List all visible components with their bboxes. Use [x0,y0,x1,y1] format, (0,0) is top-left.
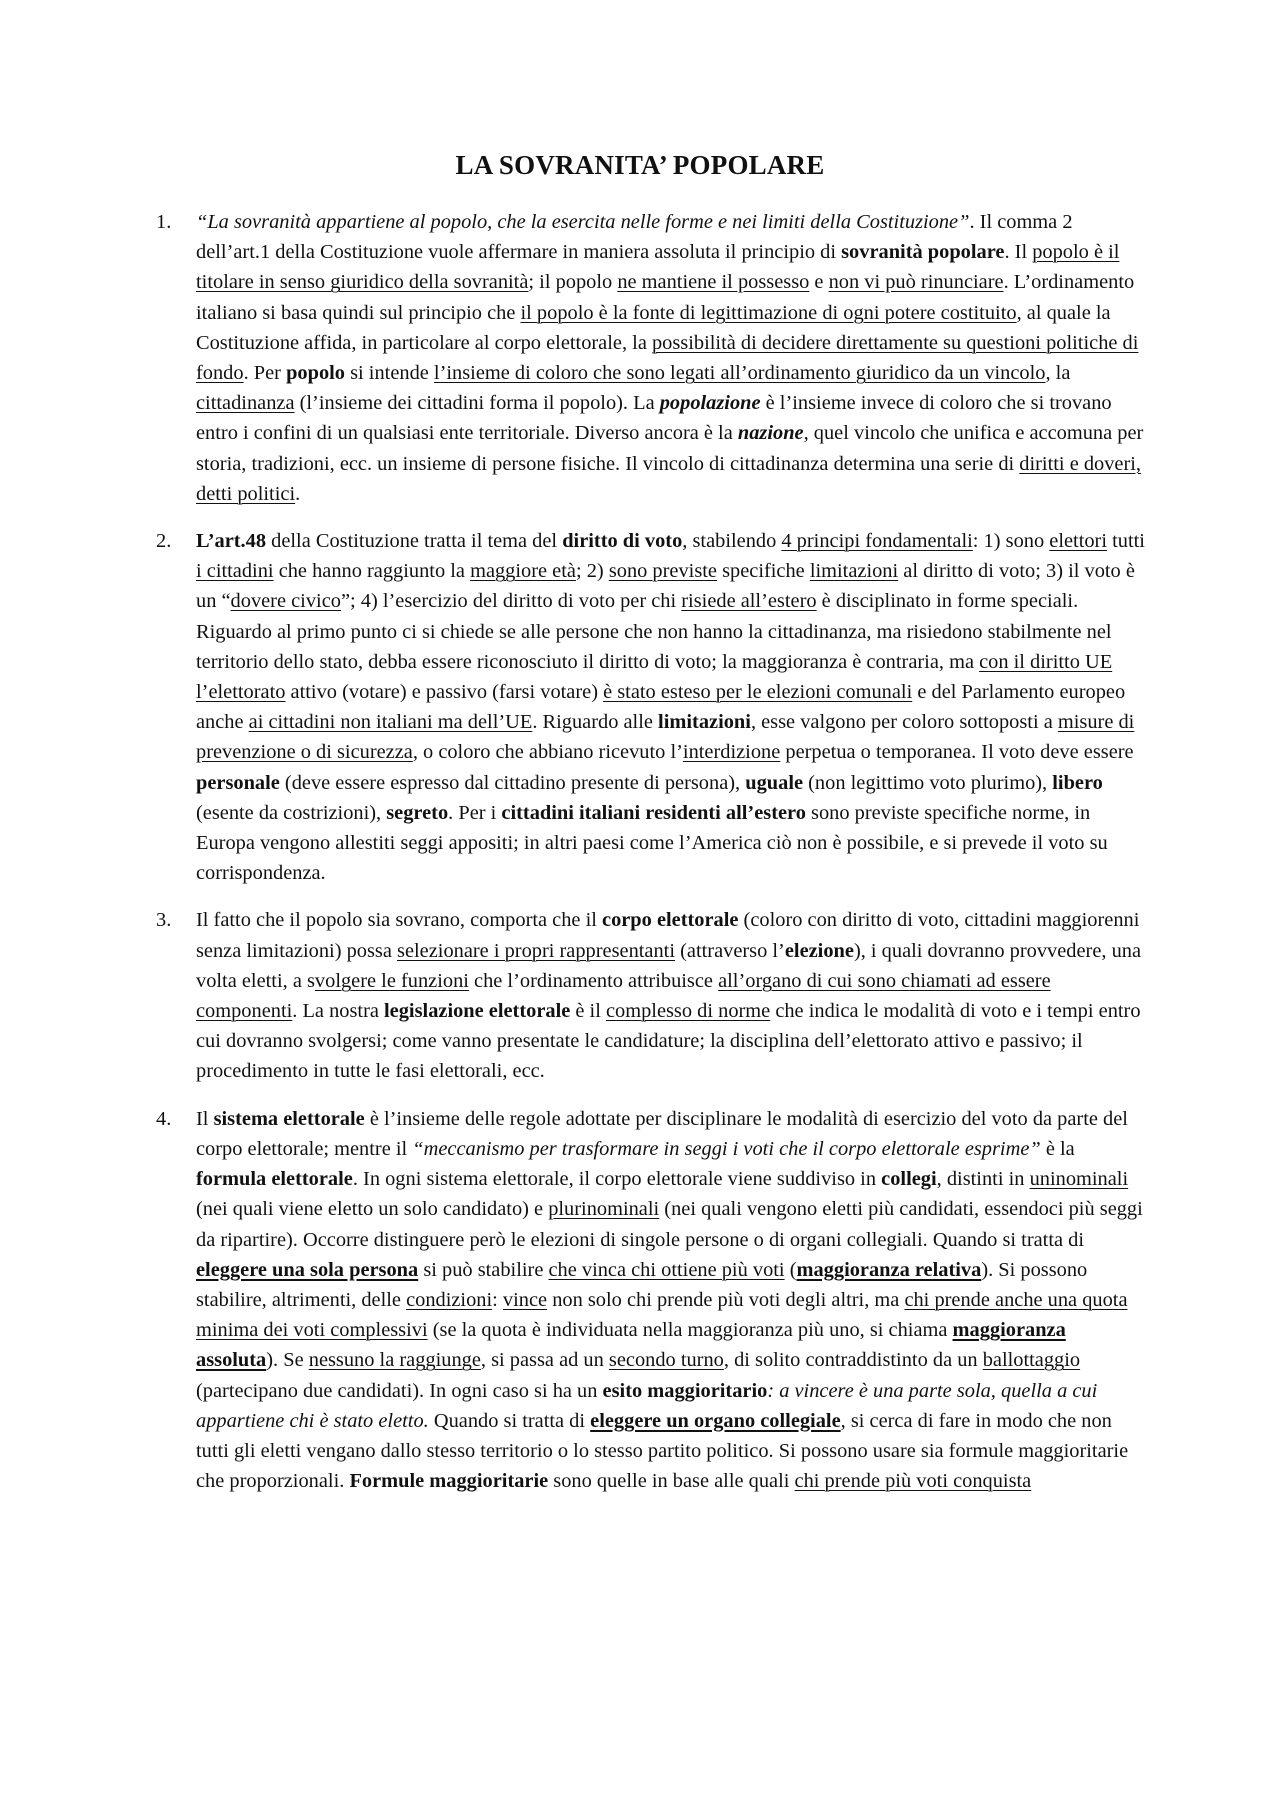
text-run: popolo è il titolare in senso giuridico della sovranità [196,241,1120,294]
text-run: maggiore età [470,560,576,583]
text-run: segreto [386,801,449,824]
text-run: che hanno raggiunto la [273,560,471,583]
text-run: , si cerca di fare in modo che non tutti gli eletti vengano dallo stesso territorio o lo stesso partito politico. Si possono usare sia formule maggioritarie che proporzionali. [196,1409,1129,1493]
section-text [196,1104,1146,1497]
text-run: , quel vincolo che unifica e accomuna per storia, tradizioni, ecc. un insieme di persone fisiche. Il vincolo di cittadinanza determina una serie di [196,422,1144,475]
section-text [196,526,1146,888]
text-run: , di solito contraddistinto da un [723,1349,983,1372]
text-run: , al quale la Costituzione affida, in particolare al corpo elettorale, la [196,301,1111,354]
text-run: diritti e doveri, detti politici [196,452,1142,505]
text-run: Il fatto che il popolo sia sovrano, comporta che il [196,909,603,932]
text-run: “meccanismo per trasformare in seggi i voti che il corpo elettorale esprime” [412,1137,1041,1160]
text-run: personale [196,771,280,794]
text-run: i cittadini [196,560,274,583]
text-run: perpetua o temporanea. Il voto deve essere [780,741,1134,764]
text-run: ”; 4) l’esercizio del diritto di voto per chi [340,590,682,613]
text-run: . In ogni sistema elettorale, il corpo elettorale viene suddiviso in [352,1168,882,1191]
text-run: esito maggioritario [602,1379,768,1402]
text-run: è disciplinato in forme speciali. Riguardo al primo punto ci si chiede se alle persone che non hanno la cittadinanza, ma risiedono stabilmente nel territorio dello stato, debba essere riconosciuto il diritto di voto; la maggioranza è contraria, ma [196,590,1112,673]
section-item [156,207,1146,509]
text-run: collegi [881,1168,937,1191]
text-run: cittadini italiani residenti all’estero [501,801,806,824]
text-run: è la [1040,1137,1075,1160]
text-run: “La sovranità appartiene al popolo, che la esercita nelle forme e nei limiti della Costituzione” [196,211,970,233]
text-run: misure di prevenzione o di sicurezza [196,711,1135,764]
text-run: . Il comma 2 dell’art.1 della Costituzione vuole affermare in maniera assoluta il principio di [196,211,1073,264]
text-run: plurinominali [548,1198,660,1221]
text-run: il popolo è la fonte di legittimazione di ogni potere costituito [520,301,1017,324]
text-run: e [809,271,829,294]
text-run: ). Se [266,1349,309,1372]
text-run: : a vincere è una parte sola, quella a cui appartiene chi è stato eletto. [196,1379,1098,1432]
text-run: , esse valgono per coloro sottoposti a [750,711,1058,734]
text-run: : [492,1288,503,1311]
text-run: è stato esteso per le elezioni comunali [603,681,913,704]
text-run: è l’insieme invece di coloro che si trovano entro i confini di un qualsiasi ente territoriale. Diverso ancora è la [196,392,1112,445]
text-run: ; 2) [575,560,609,583]
text-run: tutti [1107,530,1145,553]
text-run: elezione [784,939,854,962]
text-run: non solo chi prende più voti degli altri, ma [547,1288,905,1311]
text-run: ne mantiene il possesso [617,271,810,294]
text-run: Formule maggioritarie [349,1470,549,1493]
text-run: limitazioni [809,560,899,583]
text-run: che vinca chi ottiene più voti [548,1258,785,1281]
text-run: sovranità popolare [841,241,1005,264]
text-run: (se la quota è individuata nella maggioranza più uno, si chiama [427,1319,953,1342]
text-run: limitazioni [658,711,751,734]
text-run: e del Parlamento europeo anche [196,681,1126,734]
text-run: legislazione elettorale [384,1000,571,1023]
text-run: l’insieme di coloro che sono legati all’ordinamento giuridico da un vincolo [433,362,1046,385]
text-run: (attraverso l’ [675,939,785,962]
text-run: (coloro con diritto di voto, cittadini maggiorenni senza limitazioni) possa [196,909,1140,962]
text-run: all’organo di cui sono chiamati ad essere componenti [196,969,1051,1023]
text-run: cittadinanza [196,392,295,415]
text-run: risiede all’estero [681,590,817,613]
text-run: eleggere una sola persona [196,1258,419,1281]
text-run: maggioranza relativa [796,1258,982,1281]
text-run: che indica le modalità di voto e i tempi entro cui dovranno svolgersi; come vanno presentate le candidature; la disciplina dell’elettorato attivo e passivo; il procedimento in tutte le fasi elettorali, ecc. [196,1000,1141,1083]
text-run: L’art.48 [196,530,267,553]
section-list [156,207,1146,1513]
text-run: che l’ordinamento attribuisce [468,969,719,992]
text-run: maggioranza assoluta [196,1319,1066,1372]
section-text [196,207,1146,509]
text-run: eleggere un organo collegiale [590,1409,841,1432]
text-run: dovere civico [230,590,341,613]
text-run: . Riguardo alle [532,711,659,734]
text-run: sono previste [608,560,717,583]
text-run: è il [570,1000,606,1023]
text-run: popolazione [659,392,761,415]
text-run: nessuno la raggiunge [308,1349,481,1372]
text-run: . [295,482,301,505]
text-run: popolo [286,362,345,385]
text-run: (deve essere espresso dal cittadino presente di persona), [279,771,746,794]
text-run: specifiche [716,560,810,583]
section-item [156,1104,1146,1497]
text-run: . Per i [448,801,502,824]
text-run: (non legittimo voto plurimo), [803,771,1053,794]
section-number: 3. [156,909,172,932]
text-run: uguale [745,771,804,794]
text-run: chi prende più voti conquista [794,1470,1032,1493]
text-run: sono previste specifiche norme, in Europa vengono allestiti seggi appositi; in altri paesi come l’America ciò non è possibile, e si prevede il voto su corrispondenza. [196,801,1108,885]
page-title: LA SOVRANITA’ POPOLARE [455,150,825,180]
text-run: si intende [345,362,434,385]
text-run: , o coloro che abbiano ricevuto l’ [412,741,683,764]
text-run: possibilità di decidere direttamente su questioni politiche di fondo [196,331,1139,385]
text-run: Quando si tratta di [428,1409,591,1432]
text-run: si può stabilire [418,1258,549,1281]
section-number: 4. [156,1107,172,1130]
text-run: selezionare i propri rappresentanti [397,939,676,962]
text-run: vince [502,1288,548,1311]
text-run: : 1) sono [972,530,1050,553]
section-item [156,905,1146,1086]
text-run: ( [784,1258,797,1281]
text-run: attivo (votare) e passivo (farsi votare) [285,681,604,704]
text-run: (partecipano due candidati). In ogni caso si ha un [196,1379,603,1402]
text-run: al diritto di voto; 3) il voto è un “ [196,560,1135,613]
text-run: interdizione [682,741,781,764]
text-run: chi prende anche una quota minima dei voti complessivi [196,1288,1128,1342]
text-run: complesso di norme [605,1000,771,1023]
text-run: (nei quali vengono eletti più candidati, essendoci più seggi da ripartire). Occorre distinguere però le elezioni di singole persone o di organi collegiali. Quando si tratta di [196,1198,1143,1251]
text-run: . L’ordinamento italiano si basa quindi sul principio che [196,271,1135,324]
text-run: sono quelle in base alle quali [548,1470,795,1493]
text-run: ; il popolo [528,271,618,294]
text-run: formula elettorale [196,1168,353,1191]
text-run: elettori [1049,530,1108,553]
text-run: (esente da costrizioni), [196,801,387,824]
text-run: secondo turno [608,1349,724,1372]
text-run: è l’insieme delle regole adottate per disciplinare le modalità di esercizio del voto da parte del corpo elettorale; mentre il [196,1107,1128,1160]
text-run: ballottaggio [982,1349,1081,1372]
text-run: diritto di voto [562,530,683,553]
text-run: , stabilendo [682,530,782,553]
section-number: 2. [156,530,172,553]
text-run: nazione [737,422,804,445]
text-run: (l’insieme dei cittadini forma il popolo). La [294,392,660,415]
text-run: , distinti in [936,1168,1030,1191]
text-run: sistema elettorale [213,1107,365,1130]
text-run: Il [196,1107,214,1130]
text-run: libero [1052,771,1103,794]
section-item [156,526,1146,888]
text-run: . La nostra [292,1000,385,1023]
text-run: ). Si possono stabilire, altrimenti, delle [196,1258,1088,1311]
text-run: della Costituzione tratta il tema del [266,530,563,553]
text-run: ), i quali dovranno provvedere, una volta eletti, a s [196,939,1142,992]
text-run: 4 principi fondamentali [781,530,973,553]
text-run: (nei quali viene eletto un solo candidato) e [196,1198,549,1221]
text-run: . Per [243,362,287,385]
text-run: non vi può rinunciare [828,271,1004,294]
text-run: con il diritto UE l’elettorato [196,650,1113,704]
section-text [196,905,1146,1086]
text-run: ai cittadini non italiani ma dell’UE [248,711,533,734]
text-run: . Il [1004,241,1033,264]
text-run: , la [1045,362,1071,385]
text-run: uninominali [1029,1168,1129,1191]
text-run: volgere le funzioni [314,969,469,992]
text-run: , si passa ad un [480,1349,609,1372]
text-run: condizioni [406,1288,493,1311]
text-run: corpo elettorale [602,909,739,932]
section-number: 1. [156,211,172,233]
